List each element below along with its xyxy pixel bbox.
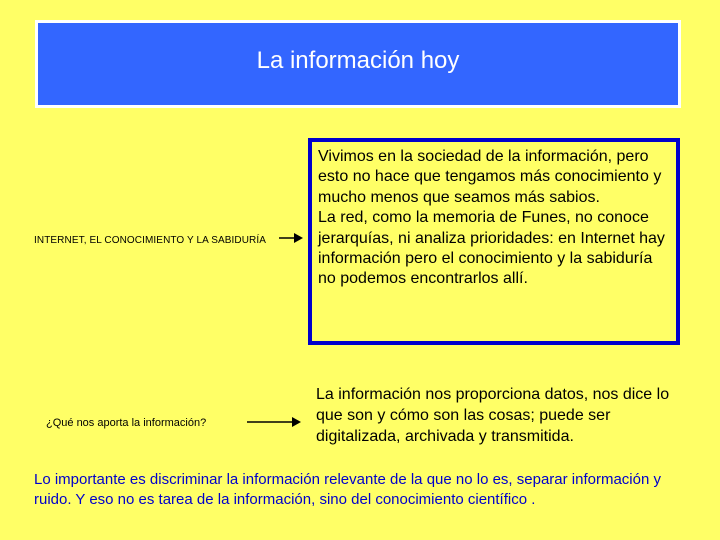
box-paragraph-2: La red, como la memoria de Funes, no conoce jerarquías, ni analiza prioridades: en Internet hay información pero el conocimiento y la sabiduría no podemos encontrarlos allí.	[318, 209, 665, 288]
title-box	[35, 20, 681, 108]
answer-text: La información nos proporciona datos, nos dice lo que son y cómo son las cosas; puede ser digitalizada, archivada y transmitida.	[316, 386, 670, 445]
information-society-box	[308, 138, 680, 345]
conclusion-text: Lo importante es discriminar la información relevante de la que no lo es, separar información y ruido. Y eso no es tarea de la información, sino del conocimiento científico .	[34, 471, 661, 508]
arrow-right-icon	[246, 415, 302, 429]
internet-label: INTERNET, EL CONOCIMIENTO Y LA SABIDURÍA	[34, 235, 267, 246]
arrow-right-icon	[278, 231, 304, 245]
box-paragraph-1: Vivimos en la sociedad de la información, pero esto no hace que tengamos más conocimiento y mucho menos que seamos más sabios.	[318, 148, 662, 206]
question-label: ¿Qué nos aporta la información?	[46, 417, 207, 429]
slide-title: La información hoy	[256, 47, 460, 74]
